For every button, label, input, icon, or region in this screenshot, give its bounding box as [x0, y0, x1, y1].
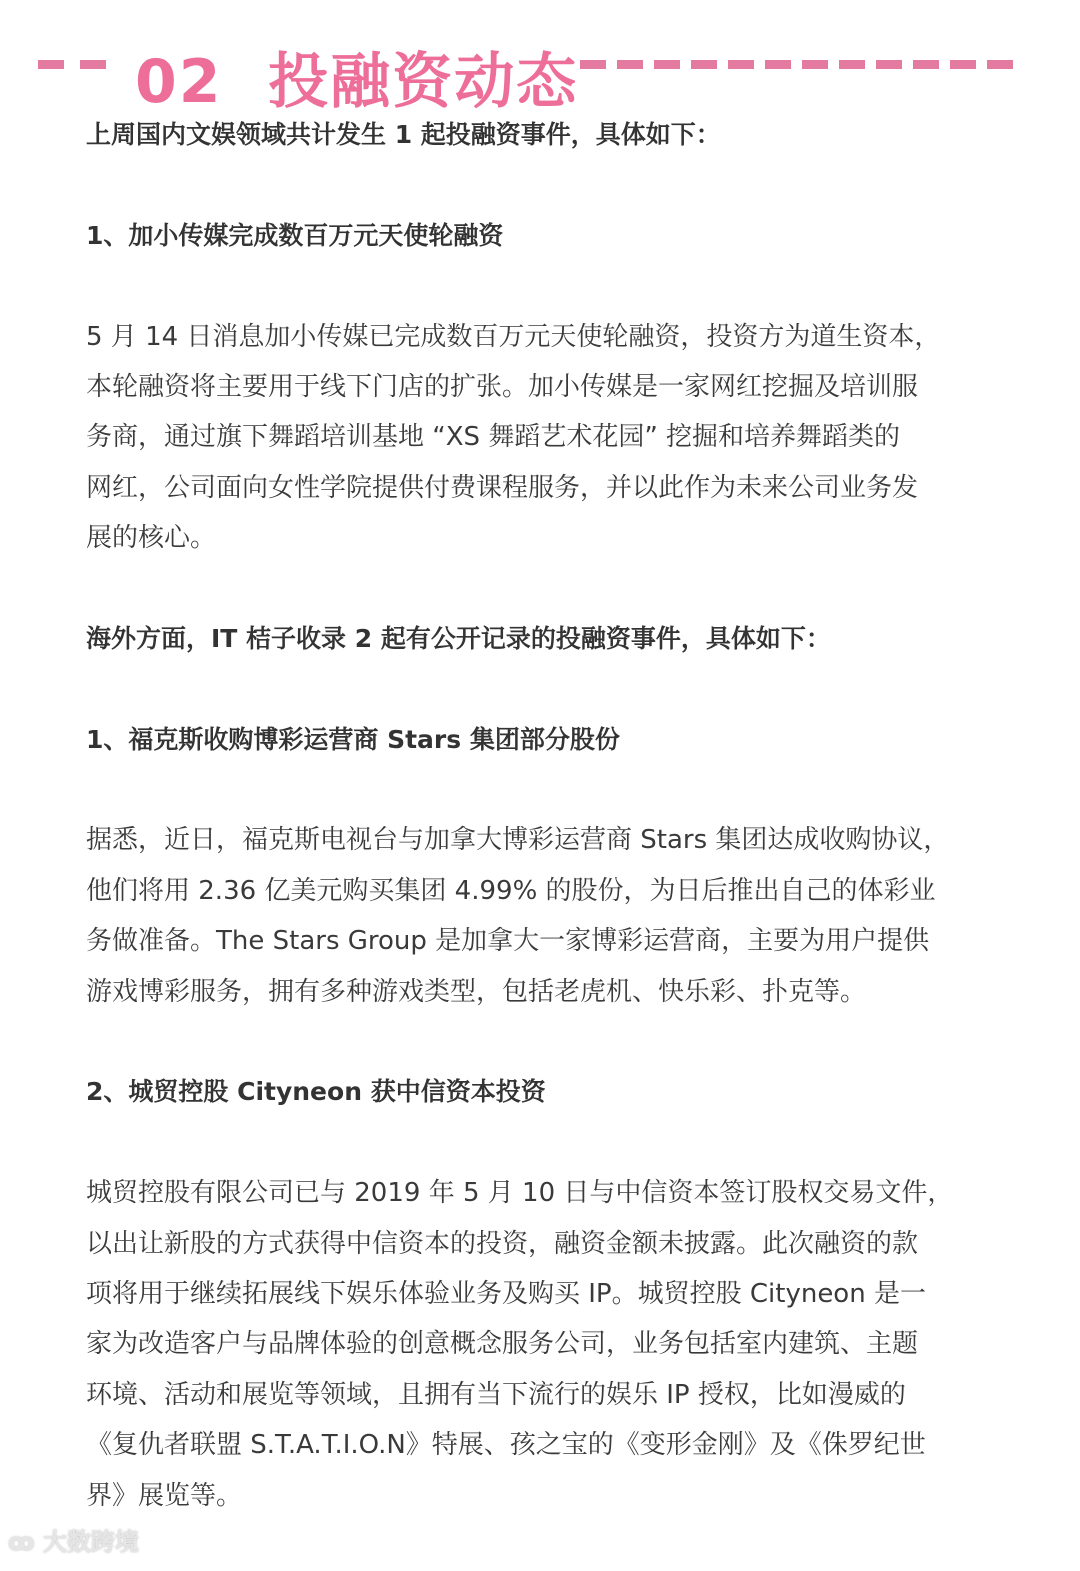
- paragraph-line: 务商，通过旗下舞蹈培训基地 “XS 舞蹈艺术花园” 挖掘和培养舞蹈类的: [86, 422, 901, 453]
- section-header: [0, 36, 1080, 116]
- divider-dash: [617, 60, 643, 69]
- divider-dash: [765, 60, 791, 69]
- divider-dash: [950, 60, 976, 69]
- paragraph-line: 界》展览等。: [86, 1480, 243, 1511]
- divider-dash: [987, 60, 1013, 69]
- overseas-intro: 海外方面，IT 桔子收录 2 起有公开记录的投融资事件，具体如下：: [86, 623, 831, 653]
- article-body: [86, 110, 1006, 1571]
- item-paragraph: [86, 815, 1006, 1017]
- watermark-logo: ꝏ 大数跨境: [8, 1528, 139, 1556]
- item-heading: 1、福克斯收购博彩运营商 Stars 集团部分股份: [86, 724, 620, 754]
- divider-dash: [728, 60, 754, 69]
- paragraph-line: 项将用于继续拓展线下娱乐体验业务及购买 IP。城贸控股 Cityneon 是一: [86, 1278, 926, 1309]
- divider-dash: [913, 60, 939, 69]
- item-paragraph: [86, 1168, 1006, 1521]
- paragraph-line: 网红，公司面向女性学院提供付费课程服务，并以此作为未来公司业务发: [86, 472, 919, 503]
- section-title: 02 投融资动态: [135, 47, 579, 117]
- item-heading: 2、城贸控股 Cityneon 获中信资本投资: [86, 1077, 546, 1107]
- divider-dash: [691, 60, 717, 69]
- paragraph-line: 展的核心。: [86, 523, 217, 554]
- divider-dash: [654, 60, 680, 69]
- paragraph-line: 务做准备。The Stars Group 是加拿大一家博彩运营商，主要为用户提供: [86, 926, 930, 957]
- paragraph-line: 以出让新股的方式获得中信资本的投资，融资金额未披露。此次融资的款: [86, 1228, 919, 1259]
- divider-dash: [580, 60, 606, 69]
- paragraph-line: 游戏博彩服务，拥有多种游戏类型，包括老虎机、快乐彩、扑克等。: [86, 976, 867, 1007]
- paragraph-line: 家为改造客户与品牌体验的创意概念服务公司，业务包括室内建筑、主题: [86, 1329, 919, 1360]
- divider-dash: [802, 60, 828, 69]
- paragraph-line: 《复仇者联盟 S.T.A.T.I.O.N》特展、孩之宝的《变形金刚》及《侏罗纪世: [86, 1430, 926, 1461]
- intro-text: 上周国内文娱领域共计发生 1 起投融资事件，具体如下：: [86, 120, 721, 149]
- item-heading: 1、加小传媒完成数百万元天使轮融资: [86, 220, 504, 250]
- paragraph-line: 城贸控股有限公司已与 2019 年 5 月 10 日与中信资本签订股权交易文件，: [86, 1178, 954, 1209]
- divider-dash: [839, 60, 865, 69]
- paragraph-line: 本轮融资将主要用于线下门店的扩张。加小传媒是一家网红挖掘及培训服: [86, 371, 919, 402]
- item-paragraph: [86, 312, 1006, 564]
- paragraph-line: 环境、活动和展览等领域，且拥有当下流行的娱乐 IP 授权，比如漫威的: [86, 1379, 906, 1410]
- divider-dash: [38, 60, 64, 69]
- divider-dash: [876, 60, 902, 69]
- paragraph-line: 据悉，近日，福克斯电视台与加拿大博彩运营商 Stars 集团达成收购协议，: [86, 825, 950, 856]
- divider-dash: [80, 60, 106, 69]
- paragraph-line: 5 月 14 日消息加小传媒已完成数百万元天使轮融资，投资方为道生资本，: [86, 321, 941, 352]
- paragraph-line: 他们将用 2.36 亿美元购买集团 4.99% 的股份，为日后推出自己的体彩业: [86, 875, 936, 906]
